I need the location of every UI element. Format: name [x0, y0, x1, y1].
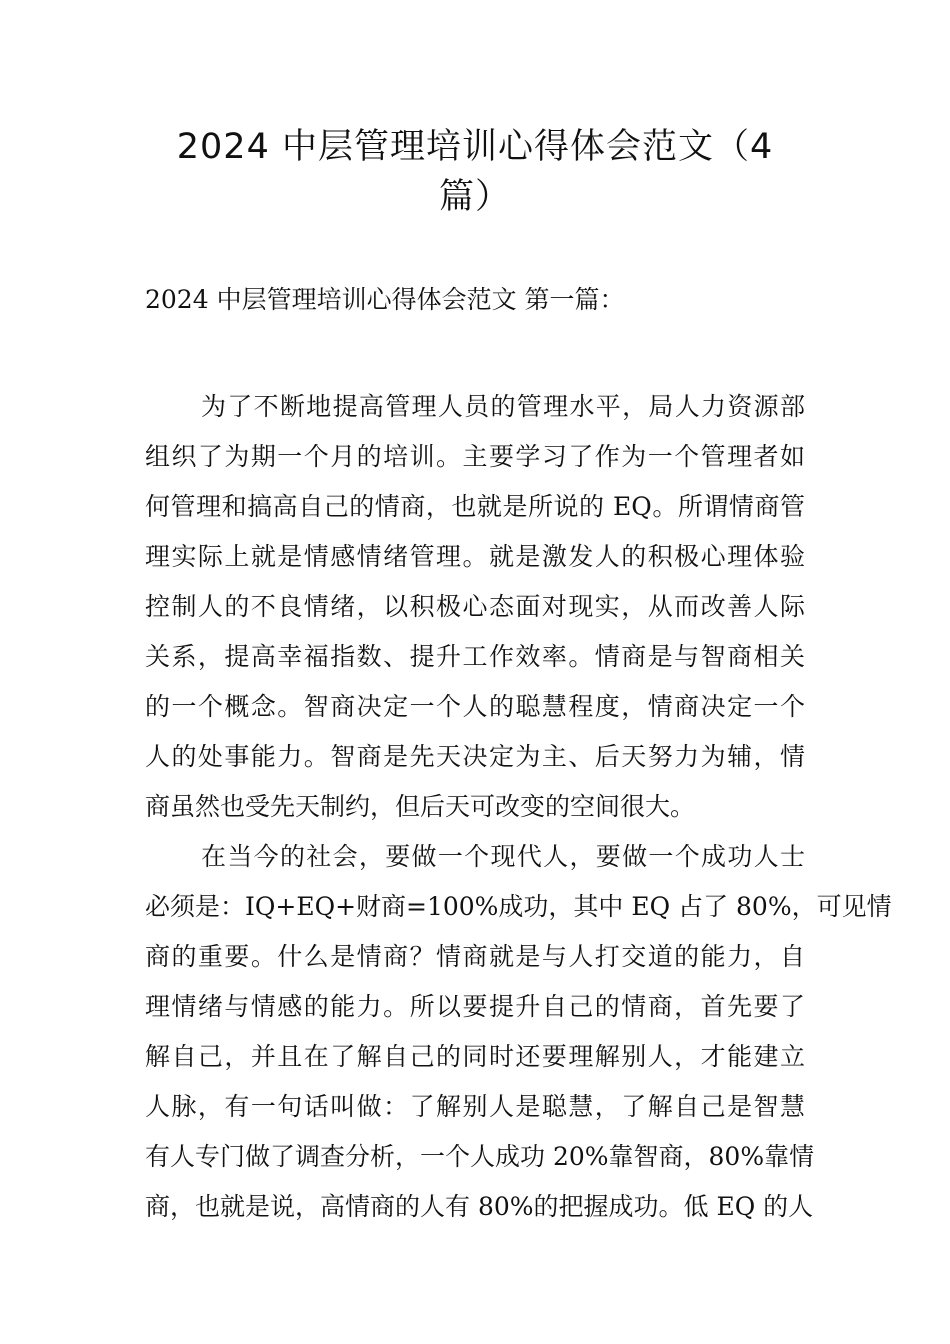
paragraph-2-line: 解自己，并且在了解自己的同时还要理解别人，才能建立: [145, 1042, 805, 1071]
paragraph-1-line: 何管理和搞高自己的情商，也就是所说的 EQ。所谓情商管: [145, 492, 805, 521]
paragraph-1-line: 理实际上就是情感情绪管理。就是激发人的积极心理体验: [145, 542, 805, 571]
document-body: [145, 382, 892, 1232]
paragraph-1-line: 人的处事能力。智商是先天决定为主、后天努力为辅，情: [145, 742, 805, 771]
paragraph-2-line: 有人专门做了调查分析，一个人成功 20%靠智商，80%靠情: [145, 1142, 815, 1171]
section-heading: 2024 中层管理培训心得体会范文 第一篇：: [145, 285, 625, 314]
document-title: [145, 122, 805, 222]
title-line-2: 篇）: [438, 177, 511, 217]
paragraph-1-line: 控制人的不良情绪，以积极心态面对现实，从而改善人际: [145, 592, 805, 621]
paragraph-2-line: 商的重要。什么是情商？情商就是与人打交道的能力，自: [145, 942, 805, 971]
paragraph-2-line: 理情绪与情感的能力。所以要提升自己的情商，首先要了: [145, 992, 805, 1021]
paragraph-1-line: 组织了为期一个月的培训。主要学习了作为一个管理者如: [145, 442, 805, 471]
paragraph-1-line: 商虽然也受先天制约，但后天可改变的空间很大。: [145, 792, 696, 821]
title-line-1: 2024 中层管理培训心得体会范文（4: [176, 127, 774, 167]
paragraph-2-line: 人脉，有一句话叫做：了解别人是聪慧，了解自己是智慧: [145, 1092, 805, 1121]
paragraph-1-line: 的一个概念。智商决定一个人的聪慧程度，情商决定一个: [145, 692, 805, 721]
paragraph-2-line: 商，也就是说，高情商的人有 80%的把握成功。低 EQ 的人: [145, 1192, 814, 1221]
paragraph-2-line: 必须是：IQ+EQ+财商=100%成功，其中 EQ 占了 80%，可见情: [145, 892, 892, 921]
paragraph-1-line: 关系，提高幸福指数、提升工作效率。情商是与智商相关: [145, 642, 805, 671]
paragraph-2-line: 在当今的社会，要做一个现代人，要做一个成功人士: [201, 842, 805, 871]
paragraph-1-line: 为了不断地提高管理人员的管理水平，局人力资源部: [201, 392, 805, 421]
